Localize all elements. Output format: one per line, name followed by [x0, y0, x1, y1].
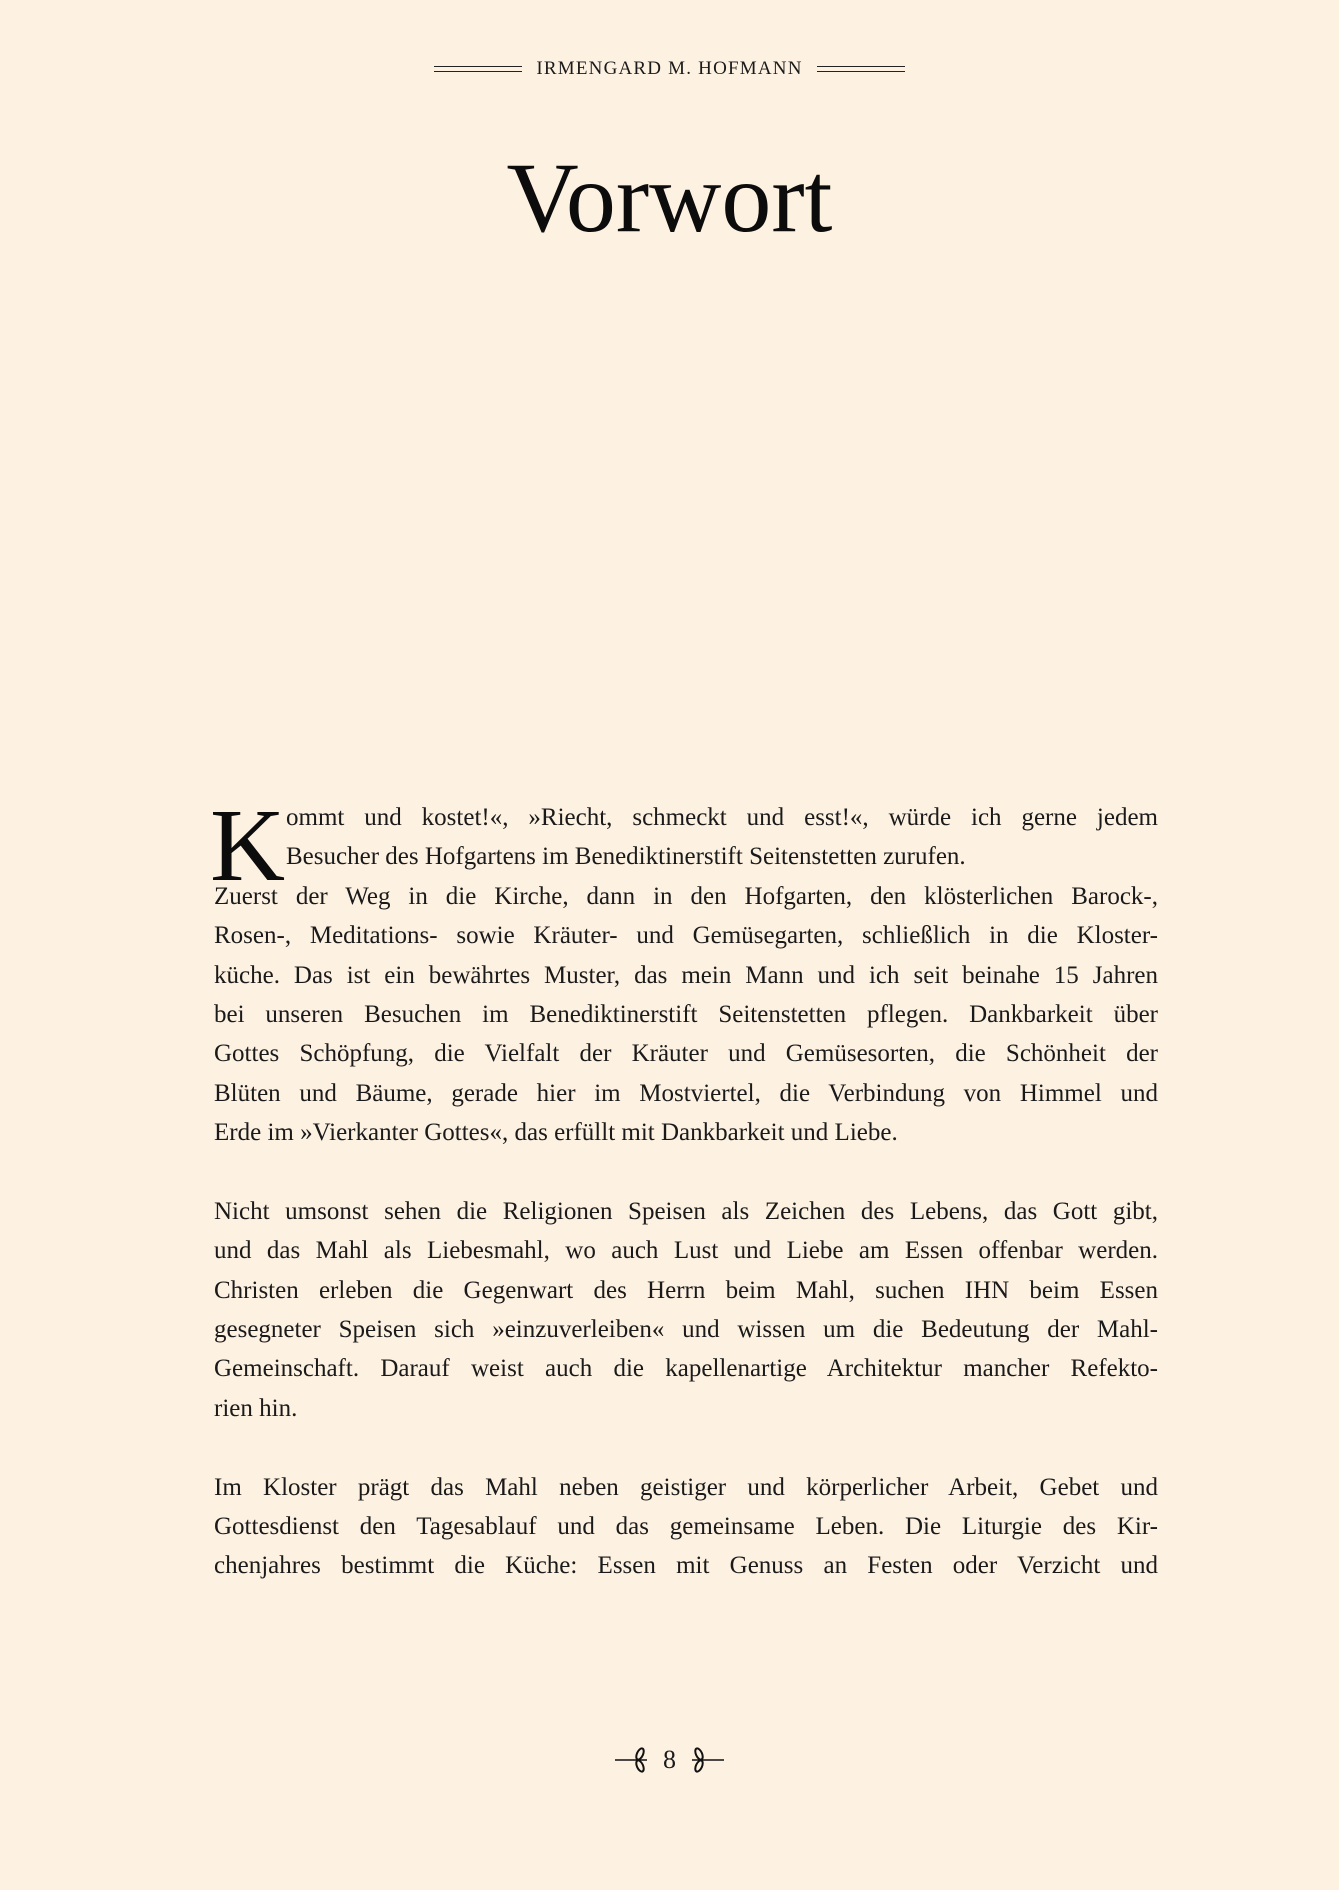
leaf-ornament-right-icon	[686, 1747, 726, 1773]
text-line: küche. Das ist ein bewährtes Muster, das mein Mann und ich seit beinahe 15 Jahren	[214, 961, 1158, 989]
text-line: Gottesdienst den Tagesablauf und das gemeinsame Leben. Die Liturgie des Kir-	[214, 1513, 1158, 1541]
leaf-ornament-left-icon	[613, 1747, 653, 1773]
page-footer	[0, 1745, 1339, 1775]
running-head	[0, 58, 1339, 80]
header-rule-right	[817, 66, 905, 72]
text-line: Gemeinschaft. Darauf weist auch die kapellenartige Architektur mancher Refekto-	[214, 1355, 1158, 1383]
drop-cap: K	[210, 788, 286, 903]
text-line: und das Mahl als Liebesmahl, wo auch Lust und Liebe am Essen offenbar werden.	[214, 1237, 1158, 1265]
text-line: Zuerst der Weg in die Kirche, dann in den Hofgarten, den klösterlichen Barock-,	[214, 882, 1158, 910]
text-line: chenjahres bestimmt die Küche: Essen mit Genuss an Festen oder Verzicht und	[214, 1552, 1158, 1580]
text-line: gesegneter Speisen sich »einzuverleiben« und wissen um die Bedeutung der Mahl-	[214, 1316, 1158, 1344]
chapter-title: Vorwort	[506, 142, 833, 253]
text-line: Im Kloster prägt das Mahl neben geistiger und körperlicher Arbeit, Gebet und	[214, 1473, 1158, 1501]
text-line: Gottes Schöpfung, die Vielfalt der Kräuter und Gemüsesorten, die Schönheit der	[214, 1040, 1158, 1068]
page-number: 8	[663, 1745, 676, 1774]
author-name: IRMENGARD M. HOFMANN	[536, 58, 803, 79]
text-line: ommt und kostet!«, »Riecht, schmeckt und esst!«, würde ich gerne jedem	[286, 804, 1158, 831]
body-text	[210, 788, 1158, 1586]
text-line: bei unseren Besuchen im Benediktinerstift Seitenstetten pflegen. Dankbarkeit über	[214, 1000, 1158, 1028]
header-rule-left	[434, 66, 522, 72]
text-line: Rosen-, Meditations- sowie Kräuter- und Gemüsegarten, schließlich in die Kloster-	[214, 922, 1158, 950]
text-line: Erde im »Vierkanter Gottes«, das erfüllt mit Dankbarkeit und Liebe.	[214, 1119, 898, 1147]
text-line: Nicht umsonst sehen die Religionen Speisen als Zeichen des Lebens, das Gott gibt,	[214, 1197, 1158, 1225]
text-line: Besucher des Hofgartens im Benediktinerstift Seitenstetten zurufen.	[286, 843, 966, 871]
text-line: Christen erleben die Gegenwart des Herrn beim Mahl, suchen IHN beim Essen	[214, 1276, 1158, 1304]
text-line: rien hin.	[214, 1394, 298, 1422]
text-line: Blüten und Bäume, gerade hier im Mostviertel, die Verbindung von Himmel und	[214, 1079, 1158, 1107]
